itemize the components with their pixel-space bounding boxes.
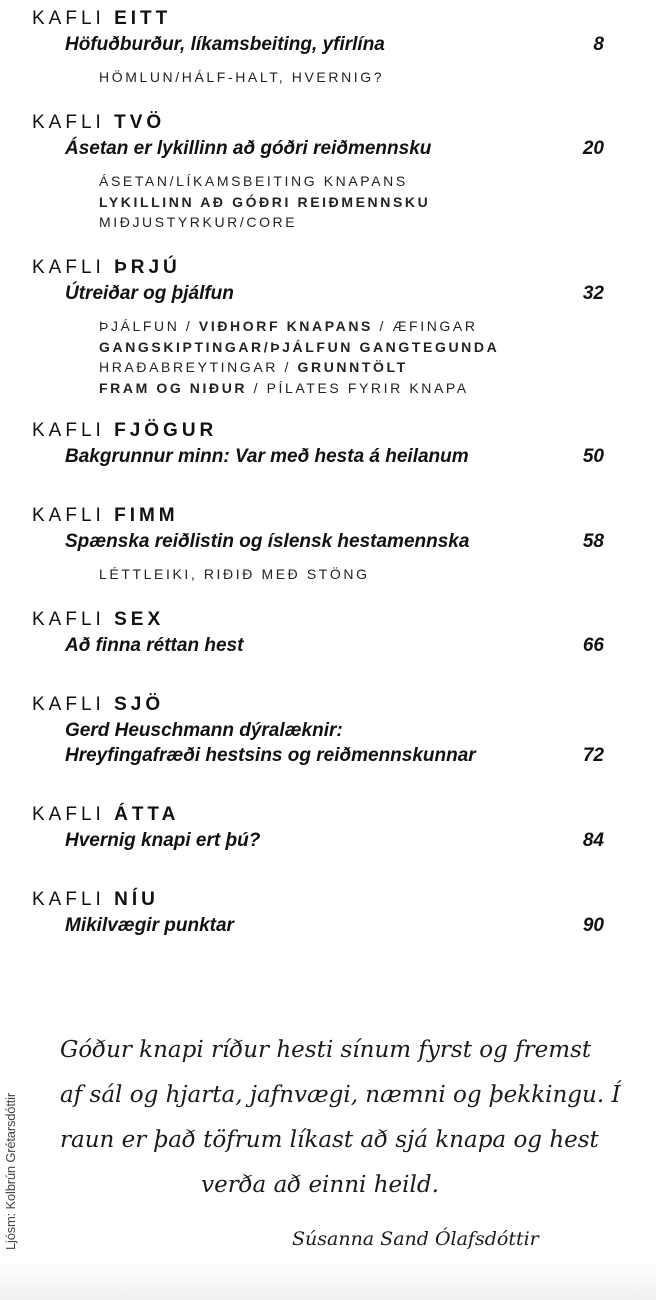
chapter-entry xyxy=(32,420,604,469)
chapter-heading xyxy=(32,8,604,30)
subtopic-text: ÞJÁLFUN / xyxy=(99,318,199,334)
page-number: 66 xyxy=(582,635,604,656)
chapter-label: KAFLI xyxy=(32,8,105,29)
chapter-heading xyxy=(32,609,604,631)
chapter-title-row xyxy=(32,32,604,57)
page-number: 58 xyxy=(582,531,604,552)
chapter-heading xyxy=(32,420,604,442)
subtopic-text: LYKILLINN AÐ GÓÐRI REIÐMENNSKU xyxy=(99,193,431,210)
subtopic-text: LÉTTLEIKI, RIÐIÐ MEÐ STÖNG xyxy=(99,566,370,582)
chapter-entry xyxy=(32,609,604,658)
chapter-label: KAFLI xyxy=(32,257,105,278)
subtopic-line xyxy=(99,337,604,358)
chapter-number: NÍU xyxy=(114,889,159,910)
chapter-title xyxy=(65,444,535,469)
chapter-title-line: Útreiðar og þjálfun xyxy=(65,283,234,304)
subtopic-text: ÁSETAN/LÍKAMSBEITING KNAPANS xyxy=(99,173,408,189)
chapter-entry xyxy=(32,889,604,938)
subtopic-text: / ÆFINGAR xyxy=(372,318,478,334)
subtopics xyxy=(32,564,604,585)
subtopic-line xyxy=(99,212,604,233)
subtopic-text: VIÐHORF KNAPANS xyxy=(198,318,373,334)
chapter-title-row xyxy=(32,529,604,554)
page-number: 32 xyxy=(582,283,604,304)
quote-line: verða að einni heild. xyxy=(201,1172,439,1198)
chapter-title-row xyxy=(32,633,604,658)
page-number: 50 xyxy=(582,446,604,467)
chapter-title xyxy=(65,828,535,853)
chapter-entry xyxy=(32,694,604,768)
chapter-label: KAFLI xyxy=(32,804,105,825)
page-bottom-shade xyxy=(0,1260,656,1300)
subtopic-text: MIÐJUSTYRKUR/CORE xyxy=(99,214,298,230)
subtopic-line xyxy=(99,357,604,378)
quote-author: Súsanna Sand Ólafsdóttir xyxy=(292,1228,539,1250)
photo-credit: Ljósm: Kolbrún Grétarsdóttir xyxy=(3,1093,18,1250)
page-number: 72 xyxy=(582,745,604,766)
subtopic-line xyxy=(99,378,604,399)
quote-line: Góður knapi ríður hesti sínum fyrst og fremst xyxy=(60,1037,592,1063)
page-number: 90 xyxy=(582,915,604,936)
chapter-title-line: Mikilvægir punktar xyxy=(65,915,234,936)
quote xyxy=(60,1028,621,1208)
chapter-entry xyxy=(32,8,604,88)
chapter-title xyxy=(65,281,535,306)
chapter-number: ÁTTA xyxy=(114,804,180,825)
chapter-title-line: Gerd Heuschmann dýralæknir: xyxy=(65,720,343,741)
chapter-title xyxy=(65,529,535,554)
chapter-number: FJÖGUR xyxy=(114,420,218,441)
chapter-title-row xyxy=(32,913,604,938)
chapter-heading xyxy=(32,694,604,716)
chapter-label: KAFLI xyxy=(32,505,105,526)
subtopic-text: GRUNNTÖLT xyxy=(297,359,408,375)
chapter-number: FIMM xyxy=(114,505,179,526)
chapter-title-line: Hreyfingafræði hestsins og reiðmennskunnar xyxy=(65,745,476,766)
chapter-entry xyxy=(32,505,604,585)
subtopic-text: / PÍLATES FYRIR KNAPA xyxy=(247,379,469,396)
chapter-title xyxy=(65,633,535,658)
chapter-entry xyxy=(32,804,604,853)
chapter-number: EITT xyxy=(114,8,172,29)
subtopic-line xyxy=(99,171,604,192)
chapter-title-line: Bakgrunnur minn: Var með hesta á heilanum xyxy=(65,446,469,467)
chapter-entry xyxy=(32,257,604,398)
chapter-label: KAFLI xyxy=(32,694,105,715)
subtopics xyxy=(32,316,604,398)
chapter-number: SJÖ xyxy=(114,694,165,715)
chapter-title xyxy=(65,913,535,938)
chapter-heading xyxy=(32,505,604,527)
chapter-label: KAFLI xyxy=(32,609,105,630)
chapter-title-row xyxy=(32,136,604,161)
chapter-label: KAFLI xyxy=(32,889,105,910)
chapter-heading xyxy=(32,889,604,911)
chapter-title-line: Að finna réttan hest xyxy=(65,635,244,656)
subtopic-text: FRAM OG NIÐUR xyxy=(99,379,248,396)
chapter-heading xyxy=(32,257,604,279)
subtopic-line xyxy=(99,316,604,337)
chapter-heading xyxy=(32,112,604,134)
chapter-title-row xyxy=(32,718,604,768)
chapter-title-line: Spænska reiðlistin og íslensk hestamennska xyxy=(65,531,470,552)
chapter-label: KAFLI xyxy=(32,112,105,133)
chapter-title xyxy=(65,32,535,57)
chapter-title-row xyxy=(32,828,604,853)
subtopic-line xyxy=(99,192,604,213)
chapter-title xyxy=(65,718,535,768)
subtopic-line xyxy=(99,67,604,88)
chapter-label: KAFLI xyxy=(32,420,105,441)
chapter-heading xyxy=(32,804,604,826)
subtopic-line xyxy=(99,564,604,585)
page-number: 8 xyxy=(593,34,604,55)
subtopic-text: GANGSKIPTINGAR/ÞJÁLFUN GANGTEGUNDA xyxy=(99,338,500,355)
quote-line: af sál og hjarta, jafnvægi, næmni og þekkingu. Í xyxy=(60,1082,621,1108)
chapter-title-line: Ásetan er lykillinn að góðri reiðmennsku xyxy=(65,138,432,159)
chapter-number: TVÖ xyxy=(114,112,166,133)
chapter-number: SEX xyxy=(114,609,165,630)
chapter-title-line: Hvernig knapi ert þú? xyxy=(65,830,261,851)
chapter-number: ÞRJÚ xyxy=(114,257,181,278)
subtopics xyxy=(32,171,604,233)
subtopic-text: HÖMLUN/HÁLF-HALT, HVERNIG? xyxy=(99,69,385,85)
chapter-title xyxy=(65,136,535,161)
page-number: 84 xyxy=(582,830,604,851)
chapter-title-line: Höfuðburður, líkamsbeiting, yfirlína xyxy=(65,34,385,55)
chapter-entry xyxy=(32,112,604,233)
page-number: 20 xyxy=(582,138,604,159)
quote-line: raun er það töfrum líkast að sjá knapa og hest xyxy=(60,1127,599,1153)
subtopics xyxy=(32,67,604,88)
chapter-title-row xyxy=(32,444,604,469)
subtopic-text: HRAÐABREYTINGAR / xyxy=(99,359,298,375)
chapter-title-row xyxy=(32,281,604,306)
